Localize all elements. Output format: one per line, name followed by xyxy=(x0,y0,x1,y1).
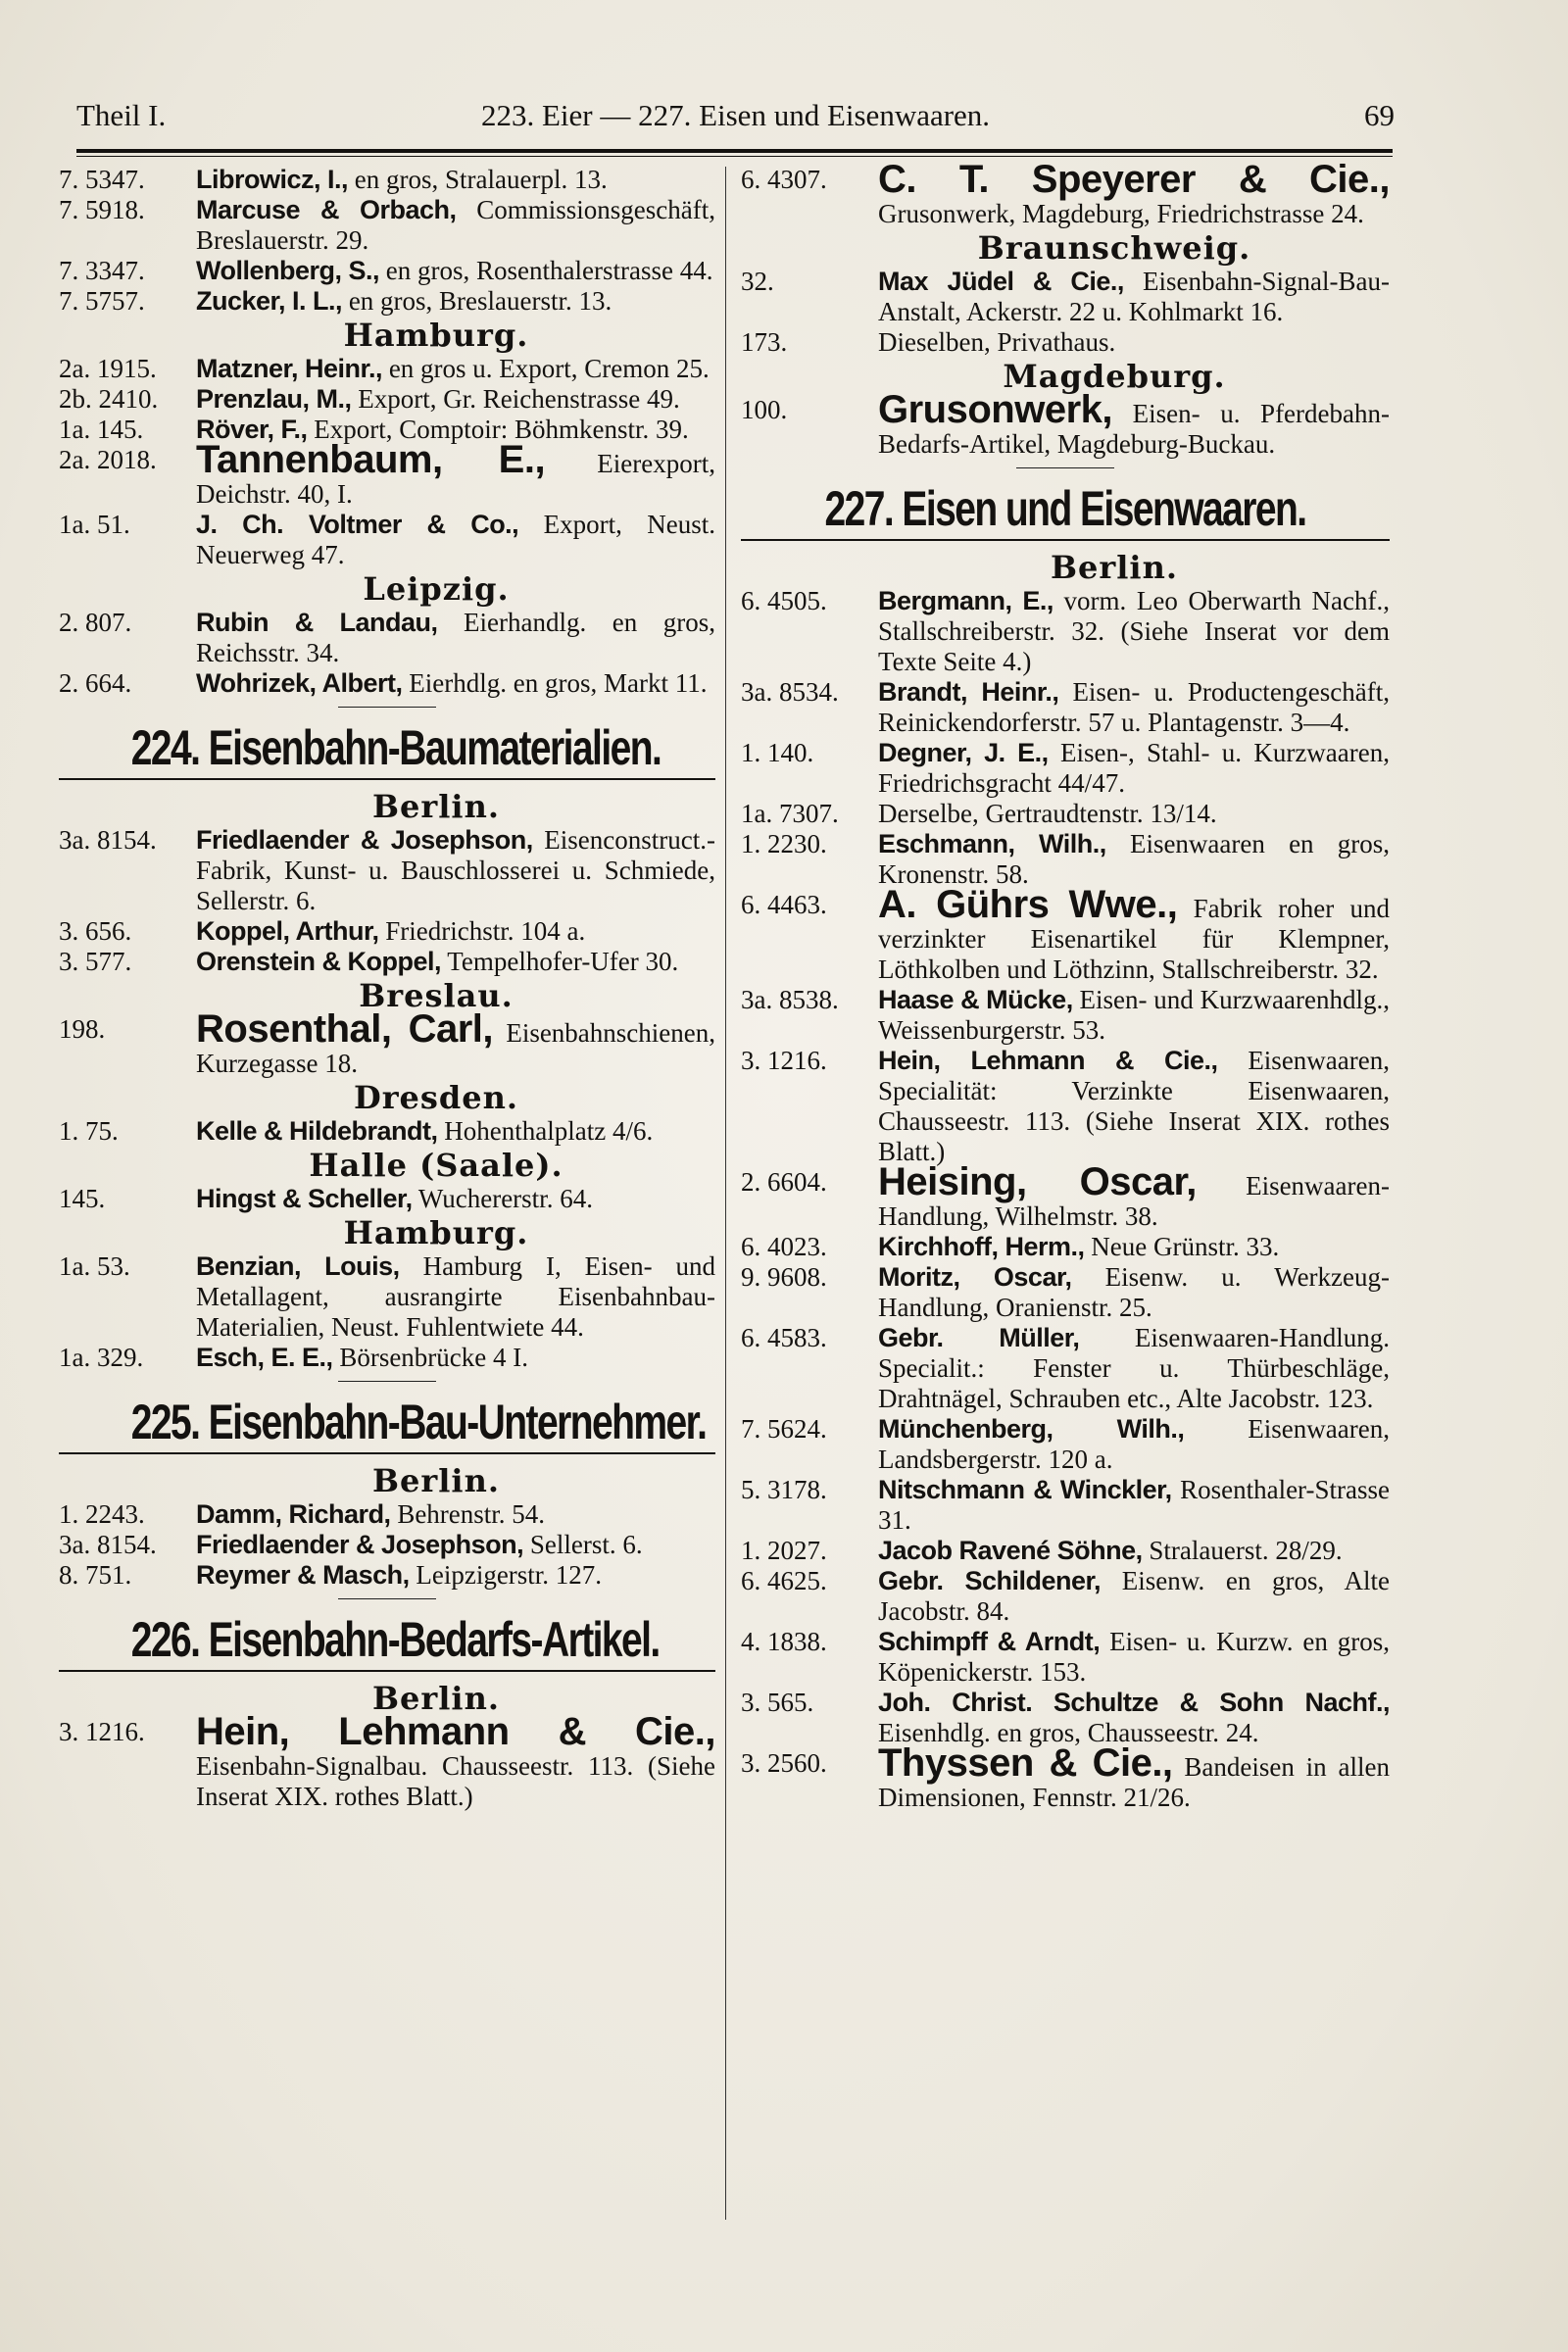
firm-name: Jacob Ravené Söhne, xyxy=(878,1536,1143,1565)
section-rule xyxy=(59,1670,715,1672)
firm-name: Max Jüdel & Cie., xyxy=(878,267,1124,296)
firm-name: Kirchhoff, Herm., xyxy=(878,1232,1085,1261)
entry-number: 4. 1838. xyxy=(741,1627,827,1656)
entry-number: 6. 4023. xyxy=(741,1232,827,1261)
section-rule xyxy=(59,778,715,780)
section-heading: 226. Eisenbahn-Bedarfs-Artikel. xyxy=(130,1612,660,1667)
directory-entry xyxy=(59,1184,715,1214)
entry-text xyxy=(196,1184,715,1214)
entry-details: Eisenbahnschienen, Kurzegasse 18. xyxy=(196,1018,715,1078)
entry-text xyxy=(196,354,715,384)
directory-entry xyxy=(59,510,715,570)
entry-details: Eisen- u. Kurzw. en gros, Köpenickerstr. 153. xyxy=(878,1627,1390,1687)
directory-entry xyxy=(741,158,1390,229)
entry-text xyxy=(878,1475,1390,1536)
separator-rule xyxy=(338,1598,436,1599)
section-heading: 224. Eisenbahn-Baumaterialien. xyxy=(130,720,662,775)
directory-entry xyxy=(741,677,1390,738)
entry-number: 1a. 329. xyxy=(59,1343,144,1372)
left-column xyxy=(59,165,715,1812)
directory-entry xyxy=(741,985,1390,1046)
directory-entry xyxy=(741,1627,1390,1688)
entry-details: Eierhdlg. en gros, Markt 11. xyxy=(402,668,708,698)
firm-name: Matzner, Heinr., xyxy=(196,354,383,383)
entry-text xyxy=(878,267,1390,327)
entry-text xyxy=(196,1251,715,1343)
entry-number: 1. 140. xyxy=(741,738,814,767)
entry-details: Fabrik roher und verzinkter Eisenartikel für Klempner, Löthkolben und Löthzinn, Stallschreiberstr. 32. xyxy=(878,894,1390,984)
entry-number: 7. 5918. xyxy=(59,195,145,224)
directory-entry xyxy=(741,1688,1390,1748)
entry-number: 7. 5624. xyxy=(741,1414,827,1444)
entry-text xyxy=(196,1560,715,1591)
entry-number: 3a. 8538. xyxy=(741,985,839,1014)
directory-entry xyxy=(59,1710,715,1812)
entry-text xyxy=(878,1414,1390,1475)
directory-entry xyxy=(59,1343,715,1373)
entry-text xyxy=(878,799,1390,829)
directory-entry xyxy=(59,916,715,947)
entry-details: Eisenwaaren-Handlung, Wilhelmstr. 38. xyxy=(878,1171,1390,1231)
entry-details: Bandeisen in allen Dimensionen, Fennstr. 21/26. xyxy=(878,1752,1390,1812)
entry-number: 5. 3178. xyxy=(741,1475,827,1504)
entry-number: 1a. 53. xyxy=(59,1251,130,1281)
entry-text xyxy=(196,438,715,510)
entry-details: en gros, Stralauerpl. 13. xyxy=(348,165,608,194)
section-heading: 225. Eisenbahn-Bau-Unternehmer. xyxy=(130,1395,707,1449)
directory-entry xyxy=(59,438,715,510)
entry-details: Hamburg I, Eisen- und Metallagent, ausrangirte Eisenbahnbau-Materialien, Neust. Fuhlentwiete 44. xyxy=(196,1251,715,1342)
entry-number: 1a. 145. xyxy=(59,415,144,444)
entry-details: Export, Gr. Reichenstrasse 49. xyxy=(351,384,680,414)
entry-number: 7. 5757. xyxy=(59,286,145,316)
firm-name: Wohrizek, Albert, xyxy=(196,668,403,698)
entry-details: Börsenbrücke 4 I. xyxy=(332,1343,529,1372)
entry-number: 3. 1216. xyxy=(741,1046,827,1075)
entry-number: 2a. 1915. xyxy=(59,354,157,383)
directory-entry xyxy=(741,829,1390,890)
running-header xyxy=(76,98,1395,141)
firm-name: Brandt, Heinr., xyxy=(878,677,1059,707)
firm-name: Orenstein & Koppel, xyxy=(196,947,442,976)
entry-text xyxy=(196,947,715,977)
entry-text xyxy=(878,738,1390,799)
firm-name: Koppel, Arthur, xyxy=(196,916,379,946)
entry-details: Eierexport, Deichstr. 40, I. xyxy=(196,449,715,509)
entry-number: 32. xyxy=(741,267,774,296)
entry-details: Eisenw. en gros, Alte Jacobstr. 84. xyxy=(878,1566,1390,1626)
entry-text xyxy=(878,1323,1390,1414)
firm-name: Librowicz, I., xyxy=(196,165,349,194)
firm-name: Hein, Lehmann & Cie., xyxy=(196,1710,715,1753)
entry-number: 1. 75. xyxy=(59,1116,119,1146)
entry-text xyxy=(878,1262,1390,1323)
city-heading: Magdeburg. xyxy=(1003,358,1226,395)
entry-number: 173. xyxy=(741,327,788,357)
entry-text xyxy=(878,1160,1390,1232)
city-heading: Dresden. xyxy=(353,1079,519,1116)
entry-number: 1. 2230. xyxy=(741,829,827,858)
entry-details: Rosenthaler-Strasse 31. xyxy=(878,1475,1390,1535)
directory-entry xyxy=(741,1741,1390,1813)
firm-name: Hingst & Scheller, xyxy=(196,1184,413,1213)
entry-number: 3. 1216. xyxy=(59,1717,145,1746)
entry-text xyxy=(878,829,1390,890)
city-heading: Braunschweig. xyxy=(977,229,1251,267)
directory-entry xyxy=(59,384,715,415)
directory-entry xyxy=(741,586,1390,677)
entry-details: Export, Comptoir: Böhmkenstr. 39. xyxy=(307,415,689,444)
entry-details: Eisenbahn-Signalbau. Chausseestr. 113. (Siehe Inserat XIX. rothes Blatt.) xyxy=(196,1751,715,1811)
separator-rule xyxy=(338,1381,436,1382)
entry-number: 8. 751. xyxy=(59,1560,132,1590)
firm-name: Nitschmann & Winckler, xyxy=(878,1475,1172,1504)
directory-entry xyxy=(59,195,715,256)
entry-details: Tempelhofer-Ufer 30. xyxy=(441,947,679,976)
entry-number: 3a. 8534. xyxy=(741,677,839,707)
column-divider xyxy=(725,167,726,2220)
directory-entry xyxy=(59,1530,715,1560)
entry-text xyxy=(878,158,1390,229)
entry-details: Friedrichstr. 104 a. xyxy=(378,916,586,946)
directory-entry xyxy=(741,1262,1390,1323)
entry-number: 2. 807. xyxy=(59,608,132,637)
entry-details: Eisen-, Stahl- u. Kurzwaaren, Friedrichsgracht 44/47. xyxy=(878,738,1390,798)
directory-entry xyxy=(741,327,1390,358)
entry-details: Hohenthalplatz 4/6. xyxy=(437,1116,654,1146)
firm-name: Thyssen & Cie., xyxy=(878,1741,1173,1785)
directory-entry xyxy=(741,1414,1390,1475)
entry-number: 6. 4583. xyxy=(741,1323,827,1352)
firm-name: Prenzlau, M., xyxy=(196,384,352,414)
entry-details: Eisenwaaren-Handlung. Specialit.: Fenster u. Thürbeschläge, Drahtnägel, Schrauben etc., Alte Jacobstr. 123. xyxy=(878,1323,1390,1413)
entry-details: Leipzigerstr. 127. xyxy=(409,1560,603,1590)
entry-number: 6. 4307. xyxy=(741,165,827,194)
entry-details: Eisenwaaren, Landsbergerstr. 120 a. xyxy=(878,1414,1390,1474)
entry-details: Eisenw. u. Werkzeug-Handlung, Oranienstr. 25. xyxy=(878,1262,1390,1322)
directory-entry xyxy=(59,256,715,286)
directory-entry xyxy=(741,799,1390,829)
firm-name: Gebr. Müller, xyxy=(878,1323,1080,1352)
city-heading: Berlin. xyxy=(1051,549,1178,586)
entry-details: Eierhandlg. en gros, Reichsstr. 34. xyxy=(196,608,715,667)
city-heading: Leipzig. xyxy=(363,570,510,608)
directory-entry xyxy=(59,1499,715,1530)
entry-details: Wuchererstr. 64. xyxy=(412,1184,593,1213)
entry-text xyxy=(196,256,715,286)
directory-entry xyxy=(741,1046,1390,1167)
directory-entry xyxy=(59,1560,715,1591)
right-column xyxy=(741,158,1390,1813)
entry-number: 100. xyxy=(741,395,788,424)
section-rule xyxy=(59,1452,715,1454)
entry-details: Derselbe, Gertraudtenstr. 13/14. xyxy=(878,799,1217,828)
section-rule xyxy=(741,539,1390,541)
directory-entry xyxy=(741,1566,1390,1627)
entry-number: 2a. 2018. xyxy=(59,445,157,474)
directory-entry xyxy=(59,1251,715,1343)
entry-details: Eisen- u. Pferdebahn-Bedarfs-Artikel, Magdeburg-Buckau. xyxy=(878,399,1390,459)
firm-name: Gebr. Schildener, xyxy=(878,1566,1102,1595)
entry-details: Sellerst. 6. xyxy=(523,1530,643,1559)
entry-number: 6. 4505. xyxy=(741,586,827,615)
entry-details: Eisenhdlg. en gros, Chausseestr. 24. xyxy=(878,1718,1259,1747)
section-heading: 227. Eisen und Eisenwaaren. xyxy=(824,481,1306,536)
firm-name: Hein, Lehmann & Cie., xyxy=(878,1046,1218,1075)
directory-entry xyxy=(59,1007,715,1079)
directory-entry xyxy=(741,1160,1390,1232)
entry-text xyxy=(878,883,1390,985)
firm-name: Münchenberg, Wilh., xyxy=(878,1414,1185,1444)
firm-name: Wollenberg, S., xyxy=(196,256,380,285)
entry-text xyxy=(878,327,1390,358)
entry-number: 6. 4625. xyxy=(741,1566,827,1595)
firm-name: C. T. Speyerer & Cie., xyxy=(878,158,1390,201)
entry-number: 3. 577. xyxy=(59,947,132,976)
directory-entry xyxy=(741,738,1390,799)
entry-text xyxy=(196,608,715,668)
directory-entry xyxy=(741,1323,1390,1414)
firm-name: Heising, Oscar, xyxy=(878,1160,1197,1203)
firm-name: Reymer & Masch, xyxy=(196,1560,410,1590)
entry-number: 3. 2560. xyxy=(741,1748,827,1778)
entry-text xyxy=(196,668,715,699)
entry-text xyxy=(196,1007,715,1079)
entry-text xyxy=(196,1710,715,1812)
entry-text xyxy=(878,1688,1390,1748)
firm-name: A. Gührs Wwe., xyxy=(878,883,1178,926)
firm-name: Damm, Richard, xyxy=(196,1499,391,1529)
entry-number: 3. 656. xyxy=(59,916,132,946)
entry-text xyxy=(878,586,1390,677)
directory-entry xyxy=(59,286,715,317)
separator-rule xyxy=(1016,467,1114,468)
entry-text xyxy=(878,1046,1390,1167)
header-rule-thin xyxy=(76,156,1393,157)
header-part-label: Theil I. xyxy=(76,98,167,132)
firm-name: Joh. Christ. Schultze & Sohn Nachf., xyxy=(878,1688,1390,1717)
firm-name: Friedlaender & Josephson, xyxy=(196,825,533,855)
entry-number: 145. xyxy=(59,1184,106,1213)
entry-details: Stralauerst. 28/29. xyxy=(1142,1536,1343,1565)
firm-name: Schimpff & Arndt, xyxy=(878,1627,1101,1656)
entry-number: 1a. 7307. xyxy=(741,799,839,828)
entry-details: Behrenstr. 54. xyxy=(390,1499,546,1529)
firm-name: Rosenthal, Carl, xyxy=(196,1007,494,1051)
entry-text xyxy=(196,825,715,916)
city-heading: Berlin. xyxy=(372,788,500,825)
city-heading: Halle (Saale). xyxy=(309,1147,564,1184)
entry-number: 1a. 51. xyxy=(59,510,130,539)
entry-details: Eisen- u. Productengeschäft, Reinickendorferstr. 57 u. Plantagenstr. 3—4. xyxy=(878,677,1390,737)
entry-number: 2. 6604. xyxy=(741,1167,827,1197)
entry-text xyxy=(196,1499,715,1530)
directory-entry xyxy=(741,267,1390,327)
directory-entry xyxy=(741,388,1390,460)
city-heading: Berlin. xyxy=(372,1462,500,1499)
directory-entry xyxy=(59,1116,715,1147)
directory-entry xyxy=(741,1475,1390,1536)
entry-text xyxy=(196,1530,715,1560)
entry-details: Export, Neust. Neuerweg 47. xyxy=(196,510,715,569)
firm-name: Degner, J. E., xyxy=(878,738,1049,767)
entry-details: Grusonwerk, Magdeburg, Friedrichstrasse 24. xyxy=(878,199,1364,228)
entry-details: Eisenbahn-Signal-Bau-Anstalt, Ackerstr. 22 u. Kohlmarkt 16. xyxy=(878,267,1390,326)
entry-text xyxy=(196,916,715,947)
header-title: 223. Eier — 227. Eisen und Eisenwaaren. xyxy=(480,98,991,132)
directory-entry xyxy=(59,608,715,668)
directory-entry xyxy=(59,354,715,384)
page-number: 69 xyxy=(1364,98,1395,132)
city-heading: Hamburg. xyxy=(343,317,529,354)
entry-details: vorm. Leo Oberwarth Nachf., Stallschreiberstr. 32. (Siehe Inserat vor dem Texte Seite 4.) xyxy=(878,586,1390,676)
city-heading: Hamburg. xyxy=(343,1214,529,1251)
entry-text xyxy=(878,1741,1390,1813)
entry-details: Eisenwaaren en gros, Kronenstr. 58. xyxy=(878,829,1390,889)
entry-number: 3. 565. xyxy=(741,1688,814,1717)
entry-number: 7. 5347. xyxy=(59,165,145,194)
entry-number: 3a. 8154. xyxy=(59,825,157,855)
entry-text xyxy=(878,985,1390,1046)
firm-name: Esch, E. E., xyxy=(196,1343,333,1372)
entry-number: 198. xyxy=(59,1014,106,1044)
entry-details: en gros u. Export, Cremon 25. xyxy=(382,354,710,383)
firm-name: Friedlaender & Josephson, xyxy=(196,1530,524,1559)
entry-text xyxy=(878,1536,1390,1566)
directory-entry xyxy=(741,1232,1390,1262)
directory-entry xyxy=(741,1536,1390,1566)
entry-number: 1. 2027. xyxy=(741,1536,827,1565)
entry-details: Neue Grünstr. 33. xyxy=(1084,1232,1280,1261)
separator-rule xyxy=(338,707,436,708)
entry-details: Eisenconstruct.-Fabrik, Kunst- u. Bauschlosserei u. Schmiede, Sellerstr. 6. xyxy=(196,825,715,915)
entry-text xyxy=(878,1627,1390,1688)
entry-details: Commissionsgeschäft, Breslauerstr. 29. xyxy=(196,195,715,255)
entry-text xyxy=(196,286,715,317)
firm-name: J. Ch. Voltmer & Co., xyxy=(196,510,519,539)
firm-name: Grusonwerk, xyxy=(878,388,1113,431)
entry-number: 2b. 2410. xyxy=(59,384,159,414)
entry-text xyxy=(878,1566,1390,1627)
entry-text xyxy=(196,165,715,195)
firm-name: Marcuse & Orbach, xyxy=(196,195,457,224)
entry-text xyxy=(878,1232,1390,1262)
entry-text xyxy=(196,1343,715,1373)
entry-details: Eisen- und Kurzwaarenhdlg., Weissenburgerstr. 53. xyxy=(878,985,1390,1045)
firm-name: Zucker, I. L., xyxy=(196,286,343,316)
firm-name: Kelle & Hildebrandt, xyxy=(196,1116,438,1146)
entry-number: 1. 2243. xyxy=(59,1499,145,1529)
entry-number: 9. 9608. xyxy=(741,1262,827,1292)
entry-number: 7. 3347. xyxy=(59,256,145,285)
entry-details: Dieselben, Privathaus. xyxy=(878,327,1116,357)
directory-entry xyxy=(59,825,715,916)
directory-entry xyxy=(59,668,715,699)
entry-number: 3a. 8154. xyxy=(59,1530,157,1559)
entry-text xyxy=(878,388,1390,460)
firm-name: Rubin & Landau, xyxy=(196,608,438,637)
directory-entry xyxy=(741,883,1390,985)
firm-name: Bergmann, E., xyxy=(878,586,1054,615)
header-rule xyxy=(76,149,1393,153)
entry-text xyxy=(196,510,715,570)
directory-entry xyxy=(59,947,715,977)
entry-text xyxy=(196,1116,715,1147)
entry-details: Eisenwaaren, Specialität: Verzinkte Eisenwaaren, Chausseestr. 113. (Siehe Inserat XIX. rothes Blatt.) xyxy=(878,1046,1390,1166)
entry-number: 6. 4463. xyxy=(741,890,827,919)
firm-name: Haase & Mücke, xyxy=(878,985,1073,1014)
city-heading: Berlin. xyxy=(372,1680,500,1717)
directory-entry xyxy=(59,165,715,195)
city-heading: Breslau. xyxy=(359,977,514,1014)
firm-name: Eschmann, Wilh., xyxy=(878,829,1106,858)
firm-name: Benzian, Louis, xyxy=(196,1251,400,1281)
firm-name: Röver, F., xyxy=(196,415,308,444)
firm-name: Moritz, Oscar, xyxy=(878,1262,1072,1292)
entry-text xyxy=(196,384,715,415)
entry-text xyxy=(878,677,1390,738)
entry-text xyxy=(196,195,715,256)
entry-number: 2. 664. xyxy=(59,668,132,698)
entry-details: en gros, Breslauerstr. 13. xyxy=(342,286,612,316)
entry-details: en gros, Rosenthalerstrasse 44. xyxy=(379,256,713,285)
firm-name: Tannenbaum, E., xyxy=(196,438,546,481)
